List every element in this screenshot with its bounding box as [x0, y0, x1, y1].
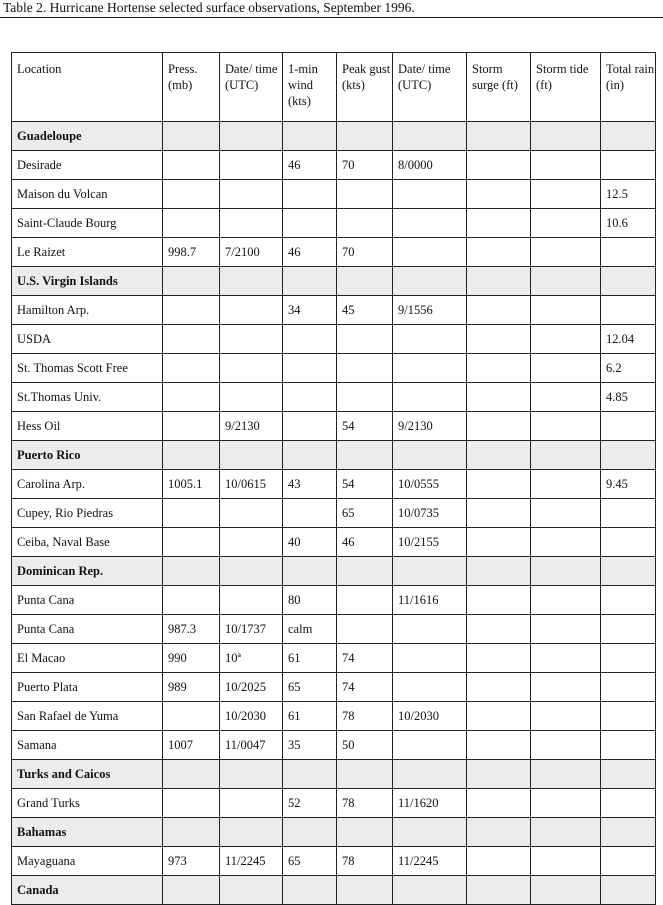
table-cell: 78	[337, 702, 393, 731]
table-cell: 10/2030	[393, 702, 467, 731]
empty-cell	[220, 557, 283, 586]
table-cell: 40	[283, 528, 337, 557]
table-cell	[393, 644, 467, 673]
table-cell: El Macao	[12, 644, 163, 673]
table-cell: 65	[283, 847, 337, 876]
table-cell	[531, 847, 601, 876]
table-cell: 9/2130	[220, 412, 283, 441]
table-cell	[393, 180, 467, 209]
empty-cell	[163, 441, 220, 470]
table-cell: Punta Cana	[12, 586, 163, 615]
table-cell	[531, 238, 601, 267]
table-cell	[531, 731, 601, 760]
table-cell	[163, 702, 220, 731]
table-cell: 990	[163, 644, 220, 673]
table-cell: 989	[163, 673, 220, 702]
empty-cell	[601, 760, 656, 789]
table-cell	[601, 847, 656, 876]
table-row	[12, 383, 656, 412]
table-cell: 11/2245	[393, 847, 467, 876]
table-cell: 11/0047	[220, 731, 283, 760]
table-cell	[393, 615, 467, 644]
table-cell: 65	[337, 499, 393, 528]
section-label: Turks and Caicos	[12, 760, 163, 789]
table-row	[12, 528, 656, 557]
table-cell	[601, 499, 656, 528]
table-cell	[531, 151, 601, 180]
table-cell	[220, 180, 283, 209]
table-cell: 46	[337, 528, 393, 557]
table-cell	[531, 296, 601, 325]
table-cell	[220, 586, 283, 615]
section-label: Guadeloupe	[12, 122, 163, 151]
table-cell	[601, 673, 656, 702]
table-cell: 11/2245	[220, 847, 283, 876]
empty-cell	[337, 818, 393, 847]
table-cell: 10/2155	[393, 528, 467, 557]
table-cell	[220, 383, 283, 412]
table-cell	[531, 615, 601, 644]
table-cell: 1007	[163, 731, 220, 760]
empty-cell	[337, 441, 393, 470]
table-row	[12, 296, 656, 325]
empty-cell	[467, 760, 531, 789]
table-cell	[601, 528, 656, 557]
header-row	[12, 53, 656, 122]
table-cell	[467, 644, 531, 673]
table-cell	[601, 731, 656, 760]
table-cell	[337, 209, 393, 238]
table-cell	[467, 673, 531, 702]
table-cell	[531, 354, 601, 383]
caption-rule	[0, 17, 663, 18]
table-cell	[163, 325, 220, 354]
table-cell	[337, 615, 393, 644]
table-cell	[393, 383, 467, 412]
table-cell: Hamilton Arp.	[12, 296, 163, 325]
table-cell	[531, 470, 601, 499]
header-gust-date-time: Date/ time (UTC)	[393, 53, 467, 122]
section-row	[12, 760, 656, 789]
table-cell: 46	[283, 151, 337, 180]
table-cell	[531, 673, 601, 702]
empty-cell	[283, 818, 337, 847]
empty-cell	[220, 441, 283, 470]
table-cell: 70	[337, 151, 393, 180]
header-peak-gust: Peak gust (kts)	[337, 53, 393, 122]
table-cell	[163, 296, 220, 325]
table-cell	[467, 151, 531, 180]
table-cell: 998.7	[163, 238, 220, 267]
table-row	[12, 673, 656, 702]
table-cell	[163, 499, 220, 528]
table-cell	[337, 180, 393, 209]
table-cell	[467, 847, 531, 876]
table-cell: 10/0735	[393, 499, 467, 528]
empty-cell	[337, 267, 393, 296]
table-cell	[163, 151, 220, 180]
table-cell: 8/0000	[393, 151, 467, 180]
table-cell	[337, 325, 393, 354]
empty-cell	[601, 441, 656, 470]
table-cell	[467, 615, 531, 644]
table-cell: Ceiba, Naval Base	[12, 528, 163, 557]
table-cell	[283, 354, 337, 383]
section-row	[12, 267, 656, 296]
table-cell: 11/1616	[393, 586, 467, 615]
table-cell: 80	[283, 586, 337, 615]
table-cell	[163, 789, 220, 818]
table-cell	[467, 499, 531, 528]
table-cell: 78	[337, 789, 393, 818]
table-cell	[393, 238, 467, 267]
section-label: Canada	[12, 876, 163, 905]
table-cell	[220, 325, 283, 354]
table-cell	[467, 296, 531, 325]
table-cell: 973	[163, 847, 220, 876]
empty-cell	[531, 267, 601, 296]
empty-cell	[163, 876, 220, 905]
header-date-time: Date/ time (UTC)	[220, 53, 283, 122]
table-cell	[467, 209, 531, 238]
table-cell	[601, 615, 656, 644]
empty-cell	[220, 122, 283, 151]
empty-cell	[337, 876, 393, 905]
empty-cell	[601, 818, 656, 847]
table-row	[12, 325, 656, 354]
table-cell: 12.04	[601, 325, 656, 354]
table-cell: 54	[337, 412, 393, 441]
table-cell	[531, 528, 601, 557]
table-cell: 12.5	[601, 180, 656, 209]
table-cell: 61	[283, 644, 337, 673]
table-cell	[531, 499, 601, 528]
table-row	[12, 789, 656, 818]
table-cell: 10/1737	[220, 615, 283, 644]
table-cell	[163, 354, 220, 383]
table-cell: 61	[283, 702, 337, 731]
table-cell: San Rafael de Yuma	[12, 702, 163, 731]
table-cell	[163, 412, 220, 441]
table-cell	[163, 180, 220, 209]
empty-cell	[531, 876, 601, 905]
empty-cell	[220, 876, 283, 905]
table-cell: 74	[337, 673, 393, 702]
header-storm-tide: Storm tide (ft)	[531, 53, 601, 122]
empty-cell	[163, 818, 220, 847]
table-cell	[467, 528, 531, 557]
table-cell: 10/2030	[220, 702, 283, 731]
table-cell	[220, 209, 283, 238]
table-cell: Samana	[12, 731, 163, 760]
table-cell: 10.6	[601, 209, 656, 238]
empty-cell	[163, 267, 220, 296]
empty-cell	[337, 122, 393, 151]
table-cell	[601, 789, 656, 818]
table-cell	[283, 209, 337, 238]
table-cell	[467, 702, 531, 731]
table-cell	[163, 209, 220, 238]
table-cell	[220, 528, 283, 557]
table-cell	[467, 789, 531, 818]
table-cell: Saint-Claude Bourg	[12, 209, 163, 238]
empty-cell	[337, 557, 393, 586]
empty-cell	[220, 267, 283, 296]
table-row	[12, 180, 656, 209]
section-label: U.S. Virgin Islands	[12, 267, 163, 296]
table-cell: St. Thomas Scott Free	[12, 354, 163, 383]
table-cell	[220, 499, 283, 528]
empty-cell	[393, 441, 467, 470]
empty-cell	[393, 760, 467, 789]
table-cell	[337, 383, 393, 412]
table-cell: 46	[283, 238, 337, 267]
table-cell: Hess Oil	[12, 412, 163, 441]
empty-cell	[393, 122, 467, 151]
table-cell: 65	[283, 673, 337, 702]
table-cell	[220, 296, 283, 325]
empty-cell	[283, 267, 337, 296]
empty-cell	[283, 876, 337, 905]
table-caption: Table 2. Hurricane Hortense selected surface observations, September 1996.	[3, 0, 415, 15]
table-cell: 6.2	[601, 354, 656, 383]
table-cell: 54	[337, 470, 393, 499]
section-row	[12, 557, 656, 586]
empty-cell	[283, 122, 337, 151]
empty-cell	[531, 557, 601, 586]
table-cell: 43	[283, 470, 337, 499]
table-cell	[531, 383, 601, 412]
table-cell: 10/0555	[393, 470, 467, 499]
table-cell	[393, 354, 467, 383]
table-row	[12, 615, 656, 644]
table-cell	[283, 325, 337, 354]
table-cell: Mayaguana	[12, 847, 163, 876]
table-cell	[601, 151, 656, 180]
table-row	[12, 586, 656, 615]
section-label: Dominican Rep.	[12, 557, 163, 586]
table-body	[12, 122, 656, 905]
table-cell	[393, 325, 467, 354]
empty-cell	[393, 818, 467, 847]
table-cell	[467, 586, 531, 615]
table-cell: calm	[283, 615, 337, 644]
empty-cell	[337, 760, 393, 789]
empty-cell	[393, 267, 467, 296]
table-cell: 9/2130	[393, 412, 467, 441]
table-cell	[467, 180, 531, 209]
empty-cell	[601, 122, 656, 151]
empty-cell	[283, 441, 337, 470]
table-cell	[163, 586, 220, 615]
empty-cell	[393, 876, 467, 905]
table-row	[12, 412, 656, 441]
table-cell	[283, 383, 337, 412]
section-row	[12, 122, 656, 151]
table-cell	[467, 238, 531, 267]
table-cell: Grand Turks	[12, 789, 163, 818]
table-cell	[283, 180, 337, 209]
empty-cell	[531, 122, 601, 151]
table-cell	[220, 789, 283, 818]
empty-cell	[467, 441, 531, 470]
section-label: Bahamas	[12, 818, 163, 847]
table-cell	[531, 412, 601, 441]
table-row	[12, 702, 656, 731]
empty-cell	[601, 267, 656, 296]
empty-cell	[393, 557, 467, 586]
table-cell	[163, 383, 220, 412]
table-cell	[601, 412, 656, 441]
table-cell: 4.85	[601, 383, 656, 412]
table-cell: USDA	[12, 325, 163, 354]
section-label: Puerto Rico	[12, 441, 163, 470]
table-cell	[393, 731, 467, 760]
header-1min-wind: 1-min wind (kts)	[283, 53, 337, 122]
empty-cell	[467, 557, 531, 586]
empty-cell	[531, 760, 601, 789]
table-cell: 78	[337, 847, 393, 876]
table-cell	[467, 470, 531, 499]
table-cell	[467, 412, 531, 441]
table-cell	[283, 412, 337, 441]
table-row	[12, 238, 656, 267]
table-cell: 35	[283, 731, 337, 760]
table-cell: 10/0615	[220, 470, 283, 499]
table-cell	[393, 673, 467, 702]
table-cell	[601, 586, 656, 615]
table-row	[12, 644, 656, 673]
table-cell: Puerto Plata	[12, 673, 163, 702]
table-cell	[531, 325, 601, 354]
table-cell: 34	[283, 296, 337, 325]
section-row	[12, 818, 656, 847]
empty-cell	[531, 818, 601, 847]
empty-cell	[531, 441, 601, 470]
observations-table	[11, 52, 656, 905]
table-cell	[220, 354, 283, 383]
table-row	[12, 354, 656, 383]
table-cell	[467, 354, 531, 383]
table-cell: Maison du Volcan	[12, 180, 163, 209]
table-cell	[601, 296, 656, 325]
table-cell	[467, 383, 531, 412]
empty-cell	[467, 267, 531, 296]
table-cell	[531, 586, 601, 615]
table-cell: 70	[337, 238, 393, 267]
table-cell: 74	[337, 644, 393, 673]
table-cell	[531, 180, 601, 209]
table-cell	[601, 238, 656, 267]
table-cell: 9/1556	[393, 296, 467, 325]
table-row	[12, 209, 656, 238]
header-storm-surge: Storm surge (ft)	[467, 53, 531, 122]
table-cell: Punta Cana	[12, 615, 163, 644]
table-cell: 1005.1	[163, 470, 220, 499]
empty-cell	[467, 818, 531, 847]
table-cell: 11/1620	[393, 789, 467, 818]
table-row	[12, 731, 656, 760]
table-cell	[601, 702, 656, 731]
table-cell: Desirade	[12, 151, 163, 180]
empty-cell	[467, 122, 531, 151]
empty-cell	[220, 760, 283, 789]
table-cell	[467, 325, 531, 354]
table-cell: St.Thomas Univ.	[12, 383, 163, 412]
table-row	[12, 499, 656, 528]
table-cell	[283, 499, 337, 528]
table-cell: Carolina Arp.	[12, 470, 163, 499]
empty-cell	[283, 760, 337, 789]
table-cell	[531, 209, 601, 238]
table-row	[12, 847, 656, 876]
table-cell: 9.45	[601, 470, 656, 499]
table-cell: 52	[283, 789, 337, 818]
table-cell: 10ª	[220, 644, 283, 673]
empty-cell	[163, 557, 220, 586]
empty-cell	[601, 557, 656, 586]
table-cell	[337, 354, 393, 383]
empty-cell	[220, 818, 283, 847]
table-row	[12, 470, 656, 499]
table-row	[12, 151, 656, 180]
empty-cell	[601, 876, 656, 905]
table-cell: Le Raizet	[12, 238, 163, 267]
table-cell	[393, 209, 467, 238]
table-cell	[163, 528, 220, 557]
empty-cell	[163, 760, 220, 789]
table-cell: Cupey, Rio Piedras	[12, 499, 163, 528]
table-cell	[337, 586, 393, 615]
header-total-rain: Total rain (in)	[601, 53, 656, 122]
empty-cell	[467, 876, 531, 905]
table-cell: 50	[337, 731, 393, 760]
table-cell	[467, 731, 531, 760]
header-location: Location	[12, 53, 163, 122]
header-pressure: Press. (mb)	[163, 53, 220, 122]
table-cell: 7/2100	[220, 238, 283, 267]
empty-cell	[283, 557, 337, 586]
empty-cell	[163, 122, 220, 151]
table-cell	[601, 644, 656, 673]
section-row	[12, 441, 656, 470]
table-cell	[531, 702, 601, 731]
section-row	[12, 876, 656, 905]
table-cell	[531, 789, 601, 818]
table-cell	[220, 151, 283, 180]
table-cell: 987.3	[163, 615, 220, 644]
table-cell: 10/2025	[220, 673, 283, 702]
table-cell: 45	[337, 296, 393, 325]
table-cell	[531, 644, 601, 673]
